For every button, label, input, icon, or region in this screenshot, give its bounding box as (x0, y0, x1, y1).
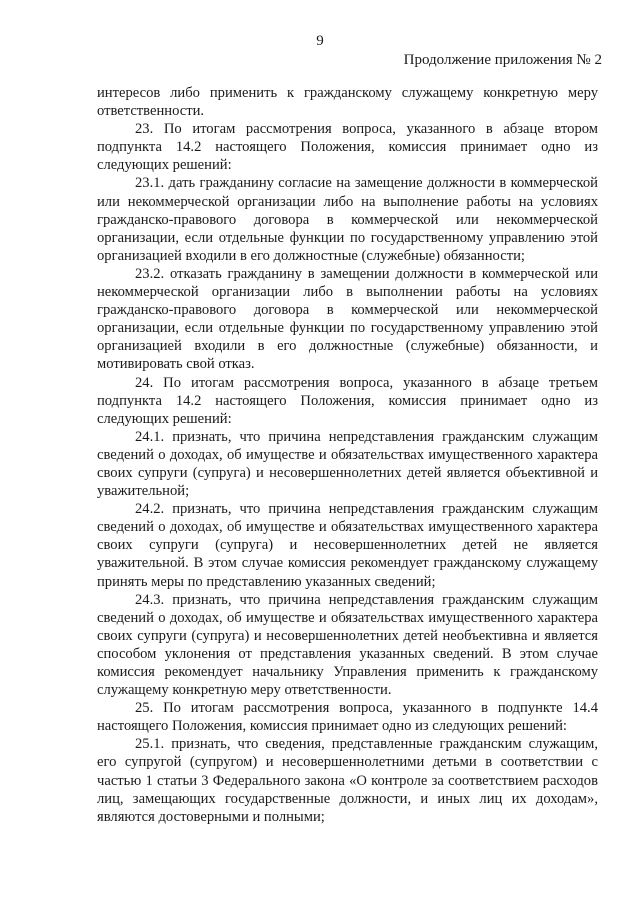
paragraph-23: 23. По итогам рассмотрения вопроса, указанного в абзаце втором подпункта 14.2 настоящего Положения, комиссия принимает одно из следующих решений: (97, 121, 598, 174)
paragraph-23-2: 23.2. отказать гражданину в замещении должности в коммерческой или некоммерческой организации либо в выполнении работы на условиях гражданско-правового договора в коммерческой или некоммерческой организации, если отдельные функции по государственному управлению этой организацией входили в его должностные (служебные) обязанности, и мотивировать свой отказ. (97, 265, 598, 373)
paragraph-24-3: 24.3. признать, что причина непредставления гражданским служащим сведений о доходах, об имуществе и обязательствах имущественного характера своих супруги (супруга) и несовершеннолетних детей необъективна и является способом уклонения от представления указанных сведений. В этом случае комиссия рекомендует начальнику Управления применить к гражданскому служащему конкретную меру ответственности. (97, 591, 598, 699)
paragraph-24-2: 24.2. признать, что причина непредставления гражданским служащим сведений о доходах, об имуществе и обязательствах имущественного характера своих супруги (супруга) и несовершеннолетних детей не является уважительной. В этом случае комиссия рекомендует гражданскому служащему принять меры по представлению указанных сведений; (97, 501, 598, 590)
document-body (97, 84, 598, 826)
paragraph-24: 24. По итогам рассмотрения вопроса, указанного в абзаце третьем подпункта 14.2 настоящего Положения, комиссия принимает одно из следующих решений: (97, 374, 598, 427)
paragraph-continuation: интересов либо применить к гражданскому служащему конкретную меру ответственности. (97, 85, 598, 120)
paragraph-25-1: 25.1. признать, что сведения, представленные гражданским служащим, его супругой (супругом) и несовершеннолетними детьми в соответствии с частью 1 статьи 3 Федерального закона «О контроле за соответствием расходов лиц, замещающих государственные должности, и иных лиц их доходам», являются достоверными и полными; (97, 736, 598, 825)
page-number: 9 (316, 33, 324, 49)
paragraph-25: 25. По итогам рассмотрения вопроса, указанного в подпункте 14.4 настоящего Положения, комиссия принимает одно из следующих решений: (97, 700, 598, 735)
paragraph-24-1: 24.1. признать, что причина непредставления гражданским служащим сведений о доходах, об имуществе и обязательствах имущественного характера своих супруги (супруга) и несовершеннолетних детей является объективной и уважительной; (97, 428, 598, 500)
paragraph-23-1: 23.1. дать гражданину согласие на замещение должности в коммерческой или некоммерческой организации либо на выполнение работы на условиях гражданско-правового договора в коммерческой или некоммерческой организации, если отдельные функции по государственному управлению этой организацией входили в его должностные (служебные) обязанности; (97, 175, 598, 264)
appendix-header-note: Продолжение приложения № 2 (403, 52, 602, 68)
